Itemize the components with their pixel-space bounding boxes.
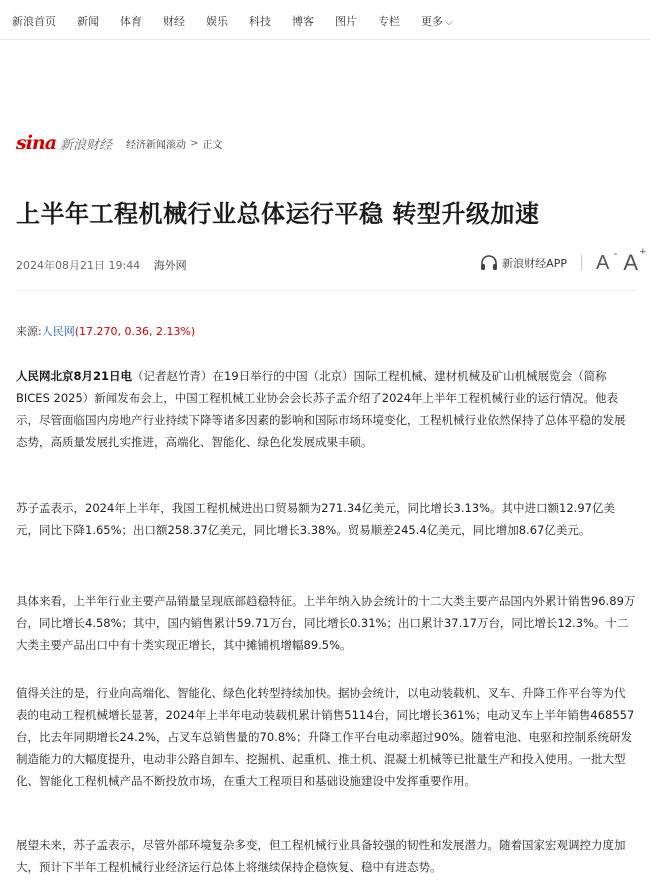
breadcrumb-economy-news[interactable]: 经济新闻滚动 — [126, 139, 187, 151]
nav-item-columns[interactable]: 专栏 — [378, 15, 400, 28]
meta-divider — [16, 290, 636, 291]
article-source — [16, 323, 195, 339]
source-site-link[interactable]: 海外网 — [153, 259, 187, 272]
brand-header — [16, 132, 222, 154]
nav-item-news[interactable]: 新闻 — [77, 15, 99, 28]
font-decrease-button[interactable] — [595, 247, 618, 275]
nav-item-tech[interactable]: 科技 — [249, 15, 271, 28]
top-nav-items — [12, 13, 474, 29]
article-meta — [16, 257, 187, 273]
nav-item-entertainment[interactable]: 娱乐 — [206, 15, 228, 28]
sina-finance-logo-text[interactable]: 新浪财经 — [60, 137, 113, 153]
publish-datetime: 2024年08月21日 19:44 — [16, 259, 141, 272]
sina-finance-app-button[interactable] — [480, 255, 567, 271]
article-paragraph-3: 具体来看，上半年行业主要产品销量呈现底部趋稳特征。上半年纳入协会统计的十二大类主要产品国内外累计销售96.89万台，同比增长4.58%；其中，国内销售累计59.71万台，同比增长0.31%；出口累计37.17万台，同比增长12.3%。十二大类主要产品出口中有十类实现正增长，其中摊铺机增幅89.5%。 — [16, 594, 636, 652]
stock-quote[interactable]: (17.270, 0.36, 2.13%) — [74, 325, 196, 338]
nav-item-sports[interactable]: 体育 — [120, 15, 142, 28]
font-increase-icon: A — [623, 250, 638, 275]
font-decrease-sign: - — [613, 247, 618, 260]
nav-item-blog[interactable]: 博客 — [292, 15, 314, 28]
headphones-icon — [480, 255, 498, 271]
font-increase-button[interactable] — [623, 246, 646, 276]
nav-item-sina-home[interactable]: 新浪首页 — [12, 15, 56, 28]
top-navigation-bar — [0, 0, 650, 40]
source-link[interactable]: 人民网 — [41, 325, 75, 338]
article-paragraph-4: 值得关注的是，行业向高端化、智能化、绿色化转型持续加快。据协会统计，以电动装载机、叉车、升降工作平台等为代表的电动工程机械增长显著，2024年上半年电动装载机累计销售5114台，同比增长361%；电动叉车上半年销售468557台，比去年同期增长24.2%，占叉车总销售量的70.8%；升降工作平台电动率超过90%。随着电池、电驱和控制系统研发制造能力的大幅度提升，电动非公路自卸车、挖掘机、起重机、推土机、混凝土机械等已批量生产和投入使用。一批大型化、智能化工程机械产品不断投放市场，在重大工程项目和基础设施建设中发挥重要作用。 — [16, 686, 635, 788]
nav-item-finance[interactable]: 财经 — [163, 15, 185, 28]
dateline: 人民网北京8月21日电 — [16, 369, 133, 383]
nav-item-more[interactable] — [421, 13, 453, 29]
article-paragraph-1 — [16, 365, 636, 453]
article-paragraph-2: 苏子孟表示，2024年上半年，我国工程机械进出口贸易额为271.34亿美元，同比增长3.13%。其中进口额12.97亿美元，同比下降1.65%；出口额258.37亿美元，同比增长3.38%。贸易顺差245.4亿美元，同比增加8.67亿美元。 — [16, 501, 615, 537]
paragraph-1-text: （记者赵竹青）在19日举行的中国（北京）国际工程机械、建材机械及矿山机械展览会（简称BICES 2025）新闻发布会上，中国工程机械工业协会会长苏子孟介绍了2024年上半年工程机械行业的运行情况。他表示，尽管面临国内房地产行业持续下降等诸多因素的影响和国际市场环境变化，工程机械行业依然保持了总体平稳的发展态势，高质量发展扎实推进，高端化、智能化、绿色化发展成果丰硕。 — [16, 369, 626, 449]
chevron-down-icon: ⌵ — [445, 17, 453, 28]
font-decrease-icon: A — [595, 251, 610, 274]
article-tools — [480, 246, 646, 276]
breadcrumb-current: 正文 — [202, 139, 223, 151]
article-title: 上半年工程机械行业总体运行平稳 转型升级加速 — [16, 200, 540, 229]
app-label: 新浪财经APP — [502, 257, 567, 270]
font-increase-sign: + — [639, 246, 646, 258]
tools-divider — [581, 255, 582, 271]
sina-logo[interactable]: sina — [16, 132, 57, 154]
article-paragraph-5: 展望未来，苏子孟表示，尽管外部环境复杂多变，但工程机械行业具备较强的韧性和发展潜力。随着国家宏观调控力度加大，预计下半年工程机械行业经济运行总体上将继续保持企稳恢复、稳中有进态势。 — [16, 838, 626, 874]
breadcrumb-separator: > — [190, 137, 199, 149]
source-label: 来源: — [16, 325, 42, 338]
nav-more-label: 更多 — [421, 15, 443, 28]
nav-item-photos[interactable]: 图片 — [335, 15, 357, 28]
